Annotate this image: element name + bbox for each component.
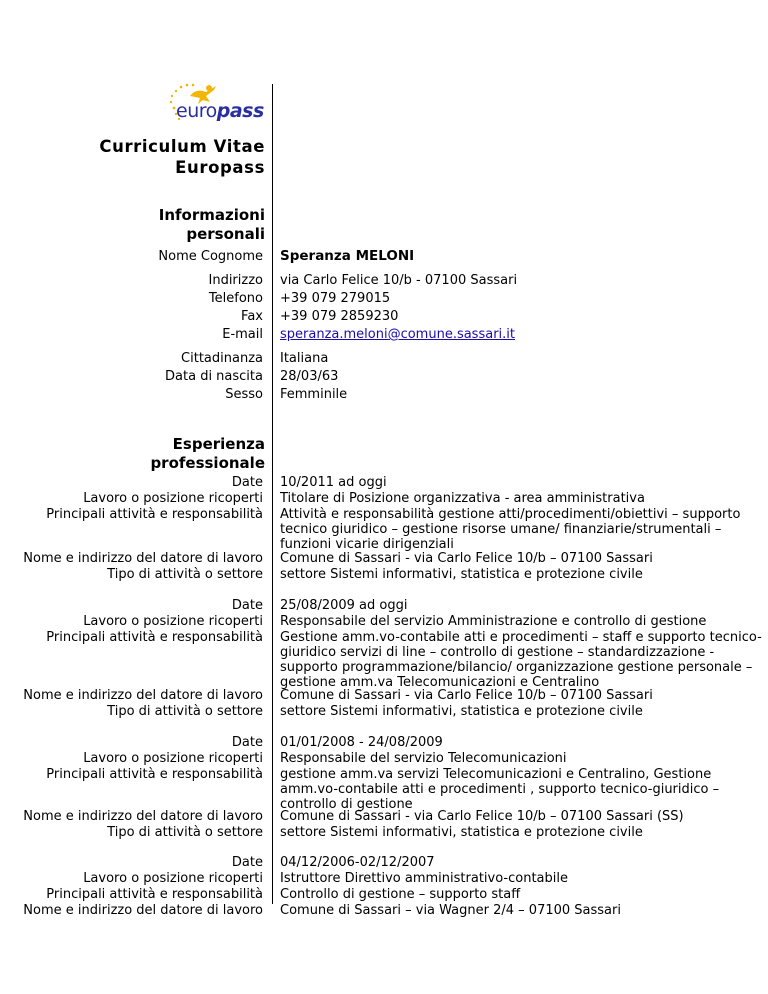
job-employer: Comune di Sassari - via Carlo Felice 10/b – 07100 Sassari (SS) bbox=[280, 809, 684, 824]
job-position: Responsabile del servizio Amministrazione e controllo di gestione bbox=[280, 614, 707, 629]
label-employer: Nome e indirizzo del datore di lavoro bbox=[23, 688, 263, 703]
job-position: Responsabile del servizio Telecomunicazioni bbox=[280, 751, 567, 766]
label-birth-date: Data di nascita bbox=[165, 369, 263, 384]
label-employer: Nome e indirizzo del datore di lavoro bbox=[23, 903, 263, 918]
job-sector: settore Sistemi informativi, statistica e protezione civile bbox=[280, 567, 643, 582]
label-fax: Fax bbox=[241, 309, 263, 324]
label-sector: Tipo di attività o settore bbox=[107, 825, 263, 840]
logo-text-euro: euro bbox=[176, 100, 217, 122]
label-position: Lavoro o posizione ricoperti bbox=[83, 614, 263, 629]
job-sector: settore Sistemi informativi, statistica e protezione civile bbox=[280, 704, 643, 719]
value-phone: +39 079 279015 bbox=[280, 291, 391, 306]
section-personal-info bbox=[159, 206, 265, 244]
job-date: 01/01/2008 - 24/08/2009 bbox=[280, 735, 443, 750]
value-fax: +39 079 2859230 bbox=[280, 309, 399, 324]
label-sector: Tipo di attività o settore bbox=[107, 567, 263, 582]
label-name: Nome Cognome bbox=[158, 249, 263, 264]
label-employer: Nome e indirizzo del datore di lavoro bbox=[23, 809, 263, 824]
label-employer: Nome e indirizzo del datore di lavoro bbox=[23, 551, 263, 566]
label-activities: Principali attività e responsabilità bbox=[46, 767, 263, 782]
job-activities: Attività e responsabilità gestione atti/procedimenti/obiettivi – supporto tecnico giuridico – gestione risorse umane/ finanziarie/strumentali – funzioni vicarie dirigenziali bbox=[280, 507, 741, 552]
job-sector: settore Sistemi informativi, statistica e protezione civile bbox=[280, 825, 643, 840]
label-date: Date bbox=[231, 475, 263, 490]
value-citizenship: Italiana bbox=[280, 351, 329, 366]
label-position: Lavoro o posizione ricoperti bbox=[83, 751, 263, 766]
section-experience-line2: professionale bbox=[150, 454, 265, 472]
cv-title bbox=[99, 136, 265, 178]
label-activities: Principali attività e responsabilità bbox=[46, 630, 263, 645]
label-citizenship: Cittadinanza bbox=[181, 351, 263, 366]
cv-title-line2: Europass bbox=[175, 158, 265, 177]
label-address: Indirizzo bbox=[208, 273, 263, 288]
column-divider bbox=[272, 84, 273, 904]
email-link[interactable]: speranza.meloni@comune.sassari.it bbox=[280, 327, 515, 342]
job-activities: Gestione amm.vo-contabile atti e procedimenti – staff e supporto tecnico-giuridico servizi di line – controllo di gestione – standardizzazione - supporto programmazione/bilancio/ organizzazione gestione personale – gestione amm.va Telecomunicazioni e Centralino bbox=[280, 630, 762, 690]
job-position: Titolare di Posizione organizzativa - area amministrativa bbox=[280, 491, 645, 506]
cv-title-line1: Curriculum Vitae bbox=[99, 137, 265, 156]
job-employer: Comune di Sassari - via Carlo Felice 10/b – 07100 Sassari bbox=[280, 688, 653, 703]
label-activities: Principali attività e responsabilità bbox=[46, 507, 263, 522]
label-activities: Principali attività e responsabilità bbox=[46, 887, 263, 902]
job-activities: Controllo di gestione – supporto staff bbox=[280, 887, 521, 902]
value-birth-date: 28/03/63 bbox=[280, 369, 339, 384]
label-sector: Tipo di attività o settore bbox=[107, 704, 263, 719]
job-employer: Comune di Sassari - via Carlo Felice 10/b – 07100 Sassari bbox=[280, 551, 653, 566]
label-email: E-mail bbox=[222, 327, 263, 342]
label-sex: Sesso bbox=[225, 387, 263, 402]
job-date: 25/08/2009 ad oggi bbox=[280, 598, 408, 613]
logo-text-pass: pass bbox=[216, 100, 264, 122]
job-position: Istruttore Direttivo amministrativo-contabile bbox=[280, 871, 568, 886]
label-phone: Telefono bbox=[208, 291, 263, 306]
value-name: Speranza MELONI bbox=[280, 248, 415, 264]
label-position: Lavoro o posizione ricoperti bbox=[83, 491, 263, 506]
job-employer: Comune di Sassari – via Wagner 2/4 – 07100 Sassari bbox=[280, 903, 621, 918]
europass-wordmark bbox=[176, 100, 264, 122]
section-experience-line1: Esperienza bbox=[172, 435, 265, 453]
job-date: 04/12/2006-02/12/2007 bbox=[280, 855, 435, 870]
section-work-experience bbox=[150, 435, 265, 473]
section-personal-line1: Informazioni bbox=[158, 206, 265, 224]
section-personal-line2: personali bbox=[186, 225, 265, 243]
value-sex: Femminile bbox=[280, 387, 348, 402]
job-date: 10/2011 ad oggi bbox=[280, 475, 387, 490]
job-activities: gestione amm.va servizi Telecomunicazioni e Centralino, Gestione amm.vo-contabile atti e procedimenti , supporto tecnico-giuridico – controllo di gestione bbox=[280, 767, 720, 812]
label-date: Date bbox=[231, 598, 263, 613]
label-date: Date bbox=[231, 735, 263, 750]
label-date: Date bbox=[231, 855, 263, 870]
value-address: via Carlo Felice 10/b - 07100 Sassari bbox=[280, 273, 518, 288]
label-position: Lavoro o posizione ricoperti bbox=[83, 871, 263, 886]
